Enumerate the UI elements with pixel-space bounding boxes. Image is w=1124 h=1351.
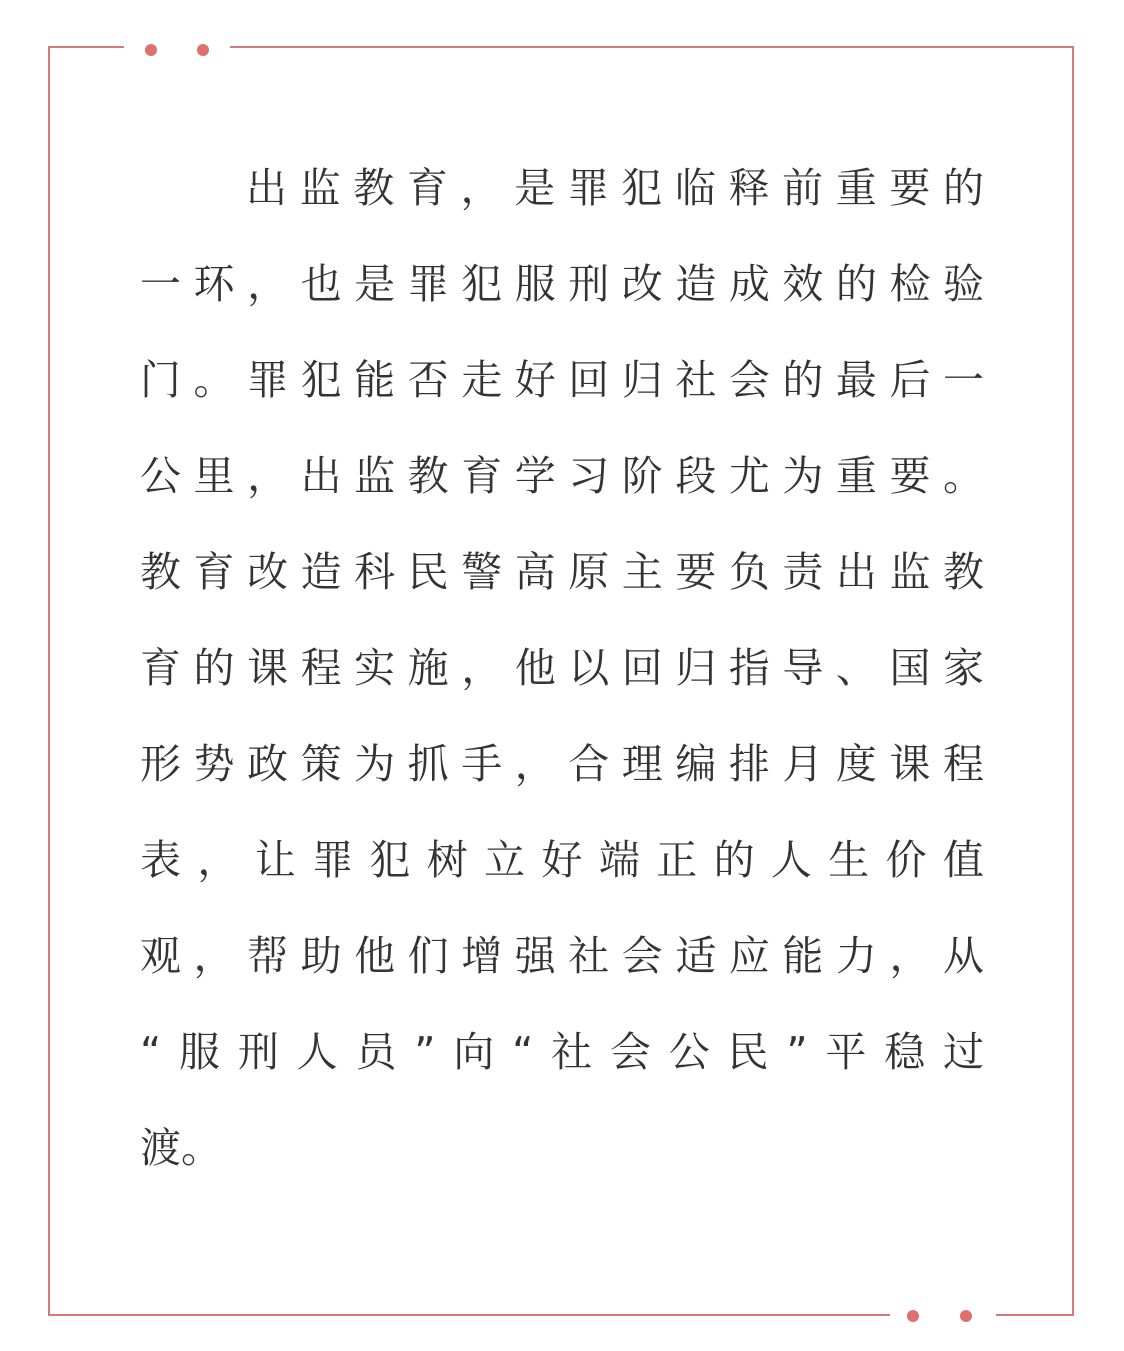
article-body (140, 140, 984, 1196)
paragraph-line: 门。罪犯能否走好回归社会的最后一 (140, 356, 984, 404)
ornament-dot-icon (907, 1310, 919, 1322)
ornament-dot-icon (197, 44, 209, 56)
frame-gap-bottom (890, 1308, 996, 1322)
paragraph-line: 观，帮助他们增强社会适应能力，从 (140, 932, 984, 980)
paragraph-line: “服刑人员”向“社会公民”平稳过 (140, 1028, 984, 1076)
paragraph-line: 公里，出监教育学习阶段尤为重要。 (140, 452, 984, 500)
paragraph-line: 育的课程实施，他以回归指导、国家 (140, 644, 984, 692)
paragraph-line: 一环，也是罪犯服刑改造成效的检验 (140, 260, 984, 308)
frame-gap-top (124, 40, 230, 54)
ornament-dot-icon (145, 44, 157, 56)
paragraph-line: 形势政策为抓手，合理编排月度课程 (140, 740, 984, 788)
ornament-dot-icon (960, 1310, 972, 1322)
paragraph-line: 教育改造科民警高原主要负责出监教 (140, 548, 984, 596)
paragraph-line: 出监教育，是罪犯临释前重要的 (246, 164, 984, 212)
paragraph-line: 表，让罪犯树立好端正的人生价值 (140, 836, 984, 884)
paragraph-line: 渡。 (140, 1124, 222, 1172)
